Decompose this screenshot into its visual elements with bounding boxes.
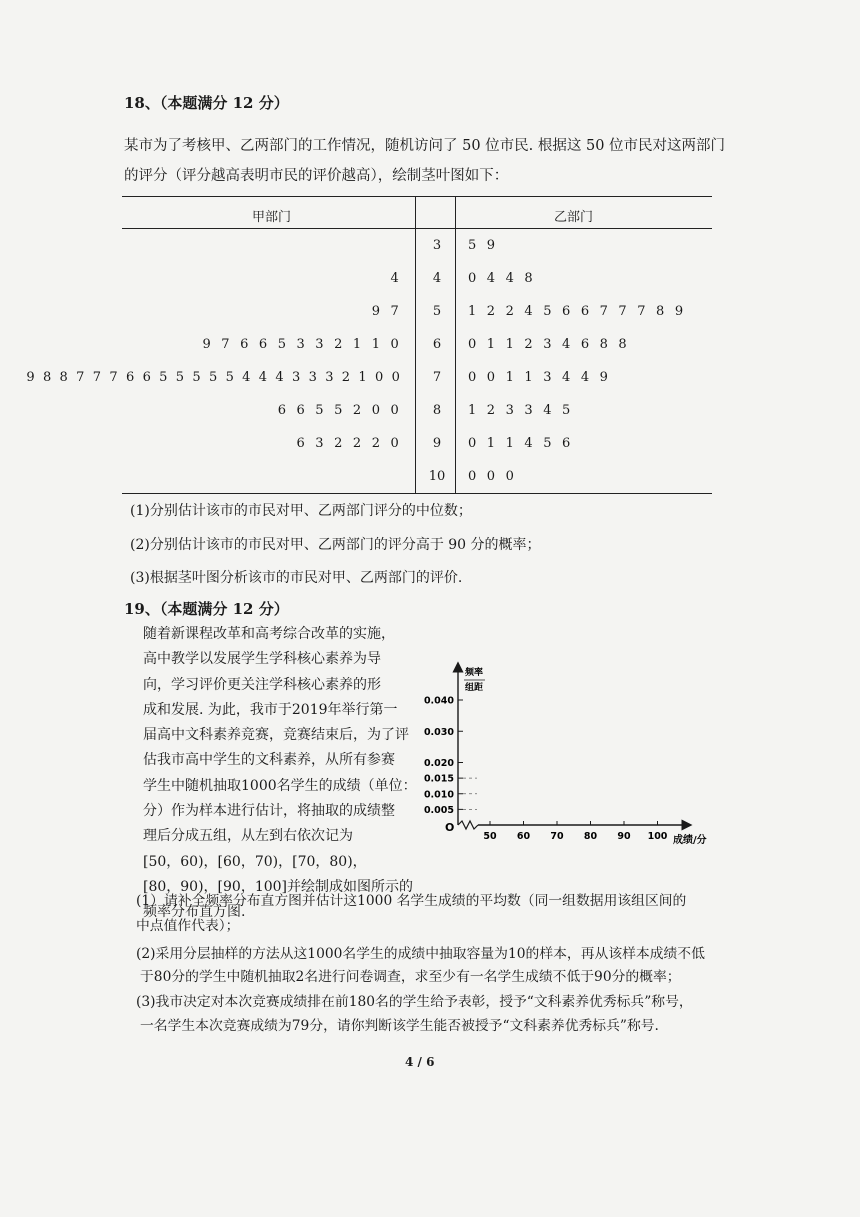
x-axis-break bbox=[458, 821, 478, 829]
q18-question-1: (1)分别估计该市的市民对甲、乙两部门评分的中位数； bbox=[130, 503, 472, 519]
x-tick-label: 60 bbox=[516, 831, 531, 842]
left-leaves: 9 7 bbox=[371, 304, 402, 319]
q19-text-line: 随着新课程改革和高考综合改革的实施， bbox=[143, 626, 395, 642]
left-header: 甲部门 bbox=[252, 210, 292, 225]
origin-label: O bbox=[445, 821, 455, 834]
stem: 8 bbox=[432, 403, 442, 418]
table-row bbox=[122, 436, 712, 456]
right-leaves: 0 1 1 2 3 4 6 8 8 bbox=[468, 337, 630, 352]
stem: 4 bbox=[432, 271, 442, 286]
table-row bbox=[122, 238, 712, 258]
q19-text-line: 估我市高中学生的文科素养，从所有参赛 bbox=[143, 752, 395, 769]
left-leaves: 9 7 6 6 5 3 3 2 1 1 0 bbox=[202, 337, 402, 352]
x-label: 成绩/分 bbox=[673, 835, 707, 846]
page-number: 4 / 6 bbox=[405, 1055, 435, 1069]
right-leaves: 1 2 2 4 5 6 6 7 7 7 8 9 bbox=[468, 304, 687, 319]
q19-title: 19、（本题满分 12 分） bbox=[124, 600, 289, 618]
q18-intro-line1: 某市为了考核甲、乙两部门的工作情况，随机访问了 50 位市民. 根据这 50 位市民对这两部门 bbox=[124, 138, 726, 154]
table-bottom-rule bbox=[122, 493, 712, 494]
table-row bbox=[122, 403, 712, 423]
q19-sub-2-line1: (2)采用分层抽样的方法从这1000名学生的成绩中抽取容量为10的样本，再从该样本成绩不低 bbox=[136, 946, 705, 962]
q19-text-line: [80，90)，[90，100]并绘制成如图所示的 bbox=[143, 878, 414, 895]
table-row bbox=[122, 469, 712, 489]
q19-text-line: 届高中文科素养竞赛，竞赛结束后，为了评 bbox=[143, 727, 409, 744]
q19-sub-3-line1: (3)我市决定对本次竞赛成绩排在前180名的学生给予表彰，授予“文科素养优秀标兵”称号， bbox=[136, 994, 693, 1010]
left-leaves: 6 6 5 5 2 0 0 bbox=[277, 403, 402, 418]
y-tick-label: 0.030 bbox=[423, 726, 454, 738]
q18-title: 18、（本题满分 12 分） bbox=[124, 94, 289, 112]
q19-text-line: 分）作为样本进行估计，将抽取的成绩整 bbox=[143, 803, 395, 820]
stem: 5 bbox=[432, 304, 442, 319]
q19-text-line: 向，学习评价更关注学科核心素养的形 bbox=[143, 676, 381, 693]
table-row bbox=[122, 271, 712, 291]
left-leaves: 4 bbox=[390, 271, 402, 286]
left-leaves: 6 3 2 2 2 0 bbox=[296, 436, 402, 451]
q18-intro-line2: 的评分（评分越高表明市民的评价越高），绘制茎叶图如下： bbox=[124, 168, 509, 184]
right-leaves: 0 1 1 4 5 6 bbox=[468, 436, 574, 451]
x-tick-label: 70 bbox=[550, 831, 564, 842]
stem: 6 bbox=[432, 337, 442, 352]
y-tick-label: 0.015 bbox=[423, 773, 454, 785]
q19-sub-3-line2: 一名学生本次竞赛成绩为79分，请你判断该学生能否被授予“文科素养优秀标兵”称号. bbox=[140, 1018, 659, 1034]
x-tick-label: 50 bbox=[483, 831, 497, 842]
y-tick-label: 0.020 bbox=[423, 758, 454, 769]
right-leaves: 1 2 3 3 4 5 bbox=[468, 403, 574, 418]
table-row bbox=[26, 370, 712, 390]
right-leaves: 0 4 4 8 bbox=[468, 271, 536, 286]
stem: 9 bbox=[432, 436, 442, 451]
q19-text-line: 频率分布直方图. bbox=[143, 904, 246, 921]
left-leaves: 9 8 8 7 7 7 6 6 5 5 5 5 5 4 4 4 3 3 3 2 1 0 0 bbox=[26, 370, 402, 385]
q19-text-line: 高中教学以发展学生学科核心素养为导 bbox=[143, 651, 381, 668]
q19-sub-1-line1: (1）请补全频率分布直方图并估计这1000 名学生成绩的平均数（同一组数据用该组区间的 bbox=[136, 893, 687, 909]
q19-text-line: [50，60)，[60，70)，[70，80)， bbox=[143, 853, 367, 870]
table-row bbox=[122, 337, 712, 357]
x-tick-label: 100 bbox=[647, 831, 668, 842]
x-ticks bbox=[483, 821, 667, 842]
q19-text-line: 成和发展. 为此，我市于2019年举行第一 bbox=[143, 701, 398, 718]
y-label-top: 频率 bbox=[465, 668, 484, 678]
y-tick-label: 0.005 bbox=[423, 804, 454, 816]
y-tick-label: 0.010 bbox=[423, 789, 454, 801]
stem: 3 bbox=[432, 238, 442, 253]
table-row bbox=[122, 304, 712, 324]
q19-text-line: 理后分成五组，从左到右依次记为 bbox=[143, 828, 353, 845]
frequency-histogram-axes bbox=[415, 655, 715, 855]
stem: 10 bbox=[428, 469, 446, 484]
x-tick-label: 80 bbox=[583, 831, 598, 842]
right-leaves: 0 0 0 bbox=[468, 469, 518, 484]
q18-question-3: (3)根据茎叶图分析该市的市民对甲、乙两部门的评价. bbox=[130, 570, 463, 586]
right-leaves: 0 0 1 1 3 4 4 9 bbox=[468, 370, 612, 385]
right-header: 乙部门 bbox=[554, 210, 594, 225]
stem-leaf-table bbox=[26, 196, 712, 494]
x-tick-label: 90 bbox=[617, 831, 631, 842]
y-tick-label: 0.040 bbox=[423, 695, 454, 707]
right-leaves: 5 9 bbox=[468, 238, 499, 253]
q19-text-line: 学生中随机抽取1000名学生的成绩（单位： bbox=[143, 777, 417, 794]
stem: 7 bbox=[432, 370, 442, 385]
q19-sub-1-line2: 中点值作代表）； bbox=[136, 918, 240, 934]
q19-sub-2-line2: 于80分的学生中随机抽取2名进行问卷调查，求至少有一名学生成绩不低于90分的概率； bbox=[140, 969, 681, 985]
table-top-rule bbox=[122, 196, 712, 197]
q18-question-2: (2)分别估计该市的市民对甲、乙两部门的评分高于 90 分的概率； bbox=[130, 537, 541, 553]
table-header-rule bbox=[122, 228, 712, 229]
y-ticks bbox=[424, 696, 477, 816]
y-label-bottom: 组距 bbox=[465, 683, 484, 693]
q19-text bbox=[143, 622, 443, 926]
